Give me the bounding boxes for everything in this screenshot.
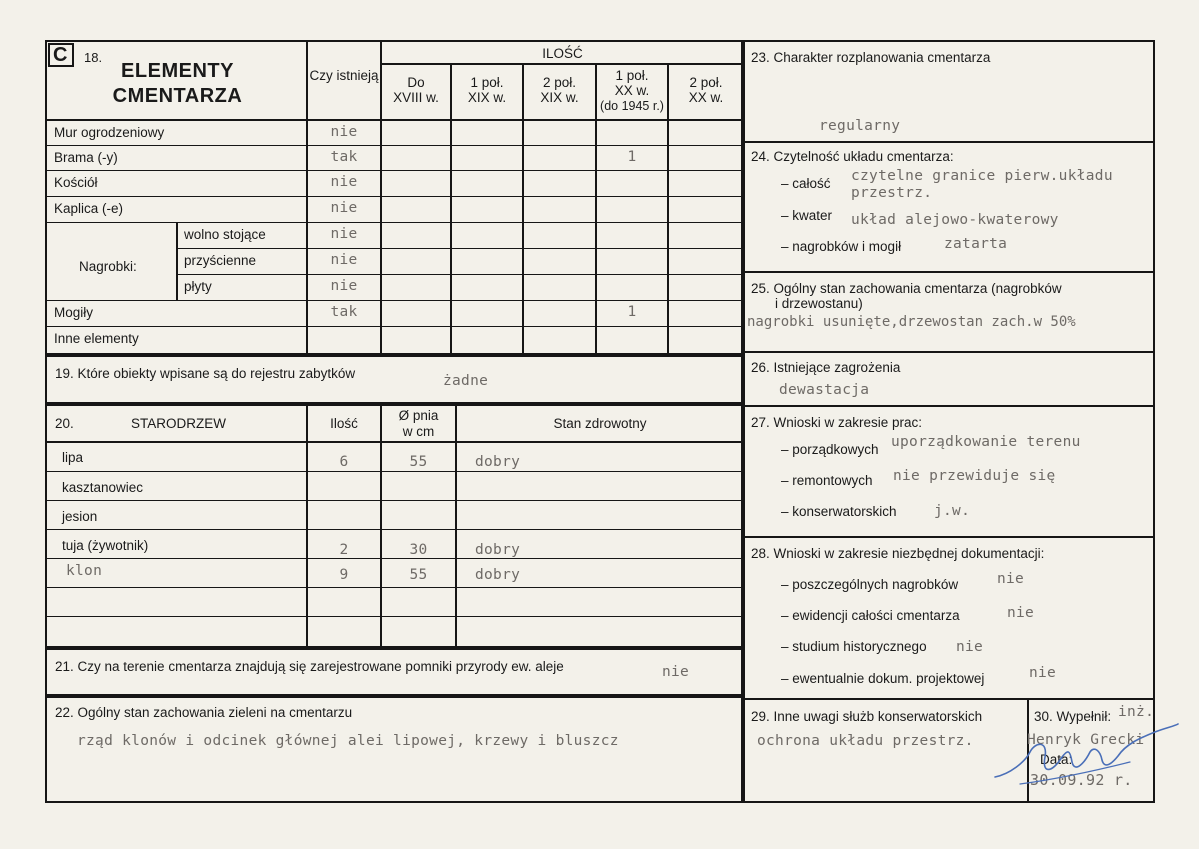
- period-header-2-line1: 2 poł.: [542, 75, 577, 90]
- period-header-1-line2: XIX w.: [467, 90, 507, 105]
- section-18-number: 18.: [84, 50, 103, 65]
- element-row-1-exists: tak: [330, 149, 358, 165]
- col-header-qty: Ilość: [330, 416, 358, 431]
- section-29-label: 29. Inne uwagi służb konserwatorskich: [751, 709, 983, 724]
- element-row-8-label: Inne elementy: [54, 331, 139, 346]
- section-27-label: 27. Wnioski w zakresie prac:: [751, 415, 923, 430]
- tree-row-4-name: klon: [66, 563, 103, 579]
- tree-row-0-health: dobry: [475, 454, 521, 470]
- period-header-0-line2: XVIII w.: [393, 90, 439, 105]
- section-18-title-line1: ELEMENTY: [121, 60, 234, 82]
- section-18-title-line2: CMENTARZA: [112, 85, 243, 107]
- section-27-c-label: – konserwatorskich: [781, 504, 897, 519]
- element-row-2-label: Kościół: [54, 175, 98, 190]
- element-row-0-label: Mur ogrodzeniowy: [54, 125, 165, 140]
- section-28-a-label: – poszczególnych nagrobków: [781, 577, 959, 592]
- section-27-b-label: – remontowych: [781, 473, 873, 488]
- section-24-b-label: – kwater: [781, 208, 833, 223]
- section-24-a-value-1: czytelne granice pierw.układu: [851, 168, 1113, 184]
- section-25-label-2: i drzewostanu): [775, 296, 863, 311]
- col-header-health: Stan zdrowotny: [553, 416, 647, 431]
- section-30-date: 30.09.92 r.: [1030, 771, 1133, 789]
- section-21-label: 21. Czy na terenie cmentarza znajdują się zarejestrowane pomniki przyrody ew. aleje: [55, 659, 564, 674]
- section-28-c-label: – studium historycznego: [781, 639, 927, 654]
- element-row-7-label: Mogiły: [54, 305, 94, 320]
- section-22-label: 22. Ogólny stan zachowania zieleni na cmentarzu: [55, 705, 353, 720]
- period-header-3-line3: (do 1945 r.): [600, 99, 664, 113]
- element-row-6-label: płyty: [184, 279, 212, 294]
- section-24-c-value: zatarta: [944, 236, 1008, 252]
- section-30-date-label: Data:: [1040, 752, 1073, 767]
- element-row-6-exists: nie: [330, 278, 358, 294]
- section-23-value: regularny: [819, 118, 901, 134]
- tree-row-2-name: jesion: [62, 509, 98, 524]
- tree-row-4-qty: 9: [339, 567, 349, 583]
- section-24-c-label: – nagrobków i mogił: [781, 239, 902, 254]
- period-header-0-line1: Do: [407, 75, 425, 90]
- element-row-7-qty-1st-half-xx: 1: [627, 304, 637, 320]
- element-row-2-exists: nie: [330, 174, 358, 190]
- section-26-label: 26. Istniejące zagrożenia: [751, 360, 901, 375]
- tree-row-4-diam: 55: [409, 567, 428, 583]
- section-27-a-label: – porządkowych: [781, 442, 879, 457]
- section-27-a-value: uporządkowanie terenu: [891, 434, 1081, 450]
- element-row-7-exists: tak: [330, 304, 358, 320]
- tree-row-3-qty: 2: [339, 542, 349, 558]
- tree-row-1-name: kasztanowiec: [62, 480, 144, 495]
- section-20-number: 20.: [55, 416, 74, 431]
- section-27-b-value: nie przewiduje się: [893, 468, 1056, 484]
- tree-row-4-health: dobry: [475, 567, 521, 583]
- section-24-a-value-2: przestrz.: [851, 185, 933, 201]
- tree-row-0-name: lipa: [62, 450, 84, 465]
- element-row-0-exists: nie: [330, 124, 358, 140]
- nagrobki-label: Nagrobki:: [79, 259, 137, 274]
- element-row-3-exists: nie: [330, 200, 358, 216]
- section-19-value: żadne: [443, 373, 489, 389]
- section-30-label: 30. Wypełnił:: [1034, 709, 1112, 724]
- section-28-d-value: nie: [1029, 665, 1057, 681]
- section-23-label: 23. Charakter rozplanowania cmentarza: [751, 50, 991, 65]
- section-letter: C: [53, 44, 68, 66]
- section-28-c-value: nie: [956, 639, 984, 655]
- element-row-3-label: Kaplica (-e): [54, 201, 124, 216]
- section-30-name: Henryk Grecki: [1027, 732, 1145, 748]
- section-24-label: 24. Czytelność układu cmentarza:: [751, 149, 954, 164]
- section-20-title: STARODRZEW: [131, 416, 226, 431]
- section-28-label: 28. Wnioski w zakresie niezbędnej dokumentacji:: [751, 546, 1045, 561]
- tree-row-3-health: dobry: [475, 542, 521, 558]
- signature-scribble: [990, 722, 1180, 792]
- col-header-diam-1: Ø pnia: [398, 408, 439, 423]
- section-22-value: rząd klonów i odcinek głównej alei lipowej, krzewy i bluszcz: [77, 733, 619, 749]
- period-header-4-line2: XX w.: [688, 90, 724, 105]
- section-26-value: dewastacja: [779, 382, 870, 398]
- element-row-4-exists: nie: [330, 226, 358, 242]
- element-row-1-qty-1st-half-xx: 1: [627, 149, 637, 165]
- period-header-3-line1: 1 poł.: [615, 68, 649, 83]
- section-28-a-value: nie: [997, 571, 1025, 587]
- period-header-4-line1: 2 poł.: [689, 75, 723, 90]
- section-27-c-value: j.w.: [934, 503, 971, 519]
- section-25-value: nagrobki usunięte,drzewostan zach.w 50%: [747, 314, 1076, 330]
- tree-row-0-qty: 6: [339, 454, 349, 470]
- section-24-a-label: – całość: [781, 176, 831, 191]
- tree-row-3-diam: 30: [409, 542, 428, 558]
- element-row-5-label: przyścienne: [184, 253, 257, 268]
- col-header-exists: Czy istnieją: [309, 68, 379, 83]
- section-24-b-value: układ alejowo-kwaterowy: [851, 212, 1059, 228]
- section-30-title: inż.: [1118, 704, 1155, 720]
- section-28-b-label: – ewidencji całości cmentarza: [781, 608, 960, 623]
- section-28-d-label: – ewentualnie dokum. projektowej: [781, 671, 985, 686]
- col-header-ilosc: ILOŚĆ: [542, 46, 583, 61]
- tree-row-3-name: tuja (żywotnik): [62, 538, 149, 553]
- section-29-value: ochrona układu przestrz.: [757, 733, 974, 749]
- tree-row-0-diam: 55: [409, 454, 428, 470]
- period-header-3-line2: XX w.: [614, 83, 650, 98]
- col-header-diam-2: w cm: [402, 424, 435, 439]
- section-21-value: nie: [662, 664, 690, 680]
- section-28-b-value: nie: [1007, 605, 1035, 621]
- element-row-4-label: wolno stojące: [184, 227, 266, 242]
- period-header-2-line2: XIX w.: [540, 90, 579, 105]
- element-row-5-exists: nie: [330, 252, 358, 268]
- period-header-1-line1: 1 poł.: [470, 75, 504, 90]
- element-row-1-label: Brama (-y): [54, 150, 118, 165]
- section-19-label: 19. Które obiekty wpisane są do rejestru zabytków: [55, 366, 356, 381]
- section-25-label-1: 25. Ogólny stan zachowania cmentarza (nagrobków: [751, 281, 1062, 296]
